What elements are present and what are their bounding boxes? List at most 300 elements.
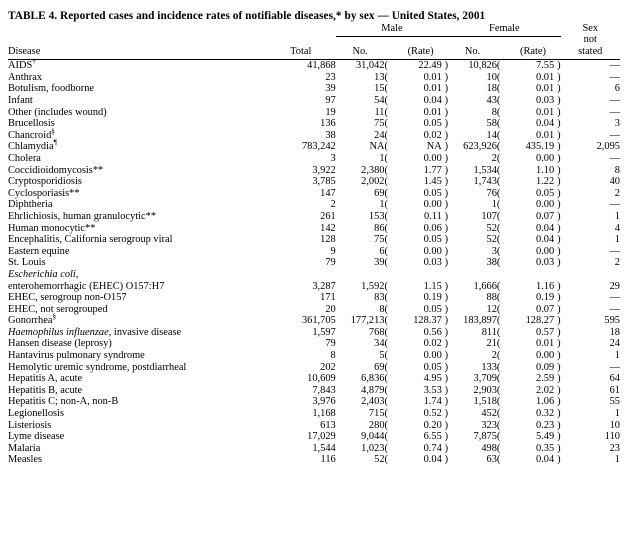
total-value: 39	[325, 83, 336, 95]
female-count: 323	[481, 419, 497, 431]
female-paren-close: )	[557, 280, 561, 292]
male-paren-open: (	[384, 210, 388, 222]
disease-name: Hepatitis B, acute	[8, 384, 83, 396]
male-paren-close: )	[444, 234, 449, 246]
male-paren-open: (	[384, 257, 388, 269]
table-row	[8, 83, 620, 95]
disease-name: Escherichia coli,	[8, 268, 79, 280]
female-paren-open: (	[496, 361, 501, 373]
male-count: 31,042	[355, 60, 385, 72]
table-row	[8, 130, 620, 142]
total-value: 171	[320, 292, 336, 304]
header-male-rate: (Rate)	[407, 45, 434, 57]
female-count: 76	[486, 187, 497, 199]
male-count: NA	[369, 141, 385, 153]
table-row	[8, 454, 620, 466]
total-value: 3,976	[312, 396, 336, 408]
table-row	[8, 350, 620, 362]
male-count: 2,403	[361, 396, 385, 408]
female-count: 811	[481, 326, 497, 338]
male-paren-close: )	[444, 83, 449, 95]
sex-not-stated-value: 64	[609, 373, 620, 385]
female-paren-open: (	[496, 396, 501, 408]
male-paren-open: (	[384, 442, 388, 454]
total-value: 2	[330, 199, 336, 211]
male-paren-close: )	[444, 164, 449, 176]
male-count: 52	[374, 454, 385, 466]
total-value: 128	[320, 234, 336, 246]
male-paren-close: )	[444, 60, 449, 72]
female-paren-close: )	[557, 292, 561, 304]
disease-name: Haemophilus influenzae, invasive disease	[8, 326, 182, 338]
page-title: TABLE 4. Reported cases and incidence rates of notifiable diseases,* by sex — United States, 2001	[8, 10, 486, 22]
male-paren-close: )	[444, 292, 449, 304]
male-rate: NA	[426, 141, 442, 153]
male-count: 177,213	[350, 315, 385, 327]
female-paren-open: (	[496, 303, 501, 315]
female-paren-open: (	[496, 176, 501, 188]
male-count: 1,592	[361, 280, 385, 292]
male-paren-close: )	[444, 350, 449, 362]
table-row	[8, 385, 620, 397]
female-rate: 0.01	[536, 71, 555, 83]
female-rate: 0.07	[536, 303, 555, 315]
notifiable-diseases-table	[8, 23, 620, 466]
male-rate: 0.20	[423, 419, 442, 431]
male-rate: 0.01	[423, 106, 442, 118]
male-paren-open: (	[384, 326, 388, 338]
table-row	[8, 234, 620, 246]
disease-name: Botulism, foodborne	[8, 83, 95, 95]
male-rate: 0.00	[423, 152, 442, 164]
male-count: 6,836	[361, 373, 385, 385]
female-paren-close: )	[557, 442, 561, 454]
total-value: 7,843	[312, 384, 336, 396]
sex-not-stated-value: —	[609, 60, 620, 72]
male-count: 1	[379, 152, 385, 164]
male-rate: 0.01	[423, 83, 442, 95]
female-paren-close: )	[557, 361, 561, 373]
female-rate: 0.04	[536, 118, 555, 130]
female-paren-close: )	[557, 71, 561, 83]
male-paren-open: (	[384, 280, 388, 292]
female-rate: 0.00	[536, 199, 555, 211]
female-paren-close: )	[557, 245, 561, 257]
male-paren-close: )	[444, 303, 449, 315]
male-rate: 22.49	[418, 60, 442, 72]
male-paren-close: )	[444, 326, 449, 338]
table-row	[8, 304, 620, 316]
male-count: 153	[368, 210, 385, 222]
table-row	[8, 141, 620, 153]
sex-not-stated-value: 4	[614, 222, 620, 234]
total-value: 8	[330, 350, 336, 362]
female-rate: 0.03	[536, 257, 555, 269]
sex-not-stated-value: —	[609, 71, 620, 83]
male-paren-open: (	[384, 152, 388, 164]
disease-name: Cryptosporidiosis	[8, 176, 82, 188]
male-count: 1,023	[361, 442, 385, 454]
sex-not-stated-value: 1	[614, 454, 620, 466]
table-row	[8, 60, 620, 72]
female-rate: 0.00	[536, 350, 555, 362]
male-paren-open: (	[384, 106, 388, 118]
female-paren-close: )	[557, 129, 561, 141]
male-paren-open: (	[384, 338, 388, 350]
female-rate: 0.19	[536, 292, 555, 304]
male-rate: 3.53	[423, 384, 442, 396]
female-paren-close: )	[557, 95, 561, 106]
female-paren-close: )	[557, 303, 561, 315]
male-paren-close: )	[444, 408, 449, 420]
female-rate: 0.09	[536, 361, 555, 373]
disease-name: Gonorrhea§	[8, 312, 57, 327]
female-rate: 0.03	[536, 95, 555, 106]
total-value: 261	[320, 210, 336, 222]
sex-not-stated-value: 24	[609, 338, 620, 350]
disease-name: Hantavirus pulmonary syndrome	[8, 350, 145, 362]
female-paren-open: (	[496, 431, 501, 443]
male-paren-close: )	[444, 338, 449, 350]
male-count: 86	[374, 222, 385, 234]
male-count: 24	[374, 129, 385, 141]
male-rate: 0.00	[423, 199, 442, 211]
disease-name: EHEC, serogroup non-O157	[8, 292, 127, 304]
female-paren-close: )	[557, 257, 561, 269]
sex-not-stated-value: —	[609, 199, 620, 211]
male-rate: 1.45	[423, 176, 442, 188]
table-row	[8, 107, 620, 119]
female-count: 12	[486, 303, 497, 315]
female-paren-open: (	[496, 419, 501, 431]
female-paren-open: (	[496, 95, 501, 106]
male-rate: 0.11	[423, 210, 442, 222]
total-value: 17,029	[307, 431, 336, 443]
male-paren-close: )	[444, 222, 449, 234]
male-paren-close: )	[444, 129, 449, 141]
female-paren-close: )	[557, 60, 561, 72]
male-count: 4,879	[361, 384, 385, 396]
male-paren-close: )	[444, 419, 449, 431]
total-value: 79	[325, 257, 336, 269]
female-count: 498	[481, 442, 497, 454]
female-paren-open: (	[496, 292, 501, 304]
disease-name: Eastern equine	[8, 245, 70, 257]
table-row	[8, 72, 620, 84]
female-paren-close: )	[557, 141, 561, 153]
male-paren-close: )	[444, 106, 449, 118]
female-paren-open: (	[496, 384, 501, 396]
female-rate: 0.01	[536, 129, 555, 141]
female-rate: 0.32	[536, 408, 555, 420]
male-rate: 0.05	[423, 303, 442, 315]
sex-not-stated-value: 18	[609, 326, 620, 338]
header-male-no: No.	[352, 45, 368, 57]
disease-name: Hemolytic uremic syndrome, postdiarrheal	[8, 361, 187, 373]
female-rate: 1.22	[536, 176, 555, 188]
male-rate: 0.00	[423, 350, 442, 362]
table-row	[8, 199, 620, 211]
female-paren-close: )	[557, 338, 561, 350]
total-value: 1,168	[312, 408, 336, 420]
female-paren-close: )	[557, 408, 561, 420]
female-count: 21	[486, 338, 497, 350]
female-rate: 0.01	[536, 106, 555, 118]
male-rate: 1.74	[423, 396, 442, 408]
female-rate: 0.04	[536, 234, 555, 246]
female-paren-open: (	[496, 326, 501, 338]
male-paren-close: )	[444, 152, 449, 164]
header-group-row	[8, 23, 620, 37]
header-spacer-m1	[385, 37, 393, 58]
total-value: 38	[325, 129, 336, 141]
male-paren-close: )	[444, 257, 449, 269]
sex-not-stated-value: —	[609, 292, 620, 304]
disease-name: Lyme disease	[8, 431, 65, 443]
female-paren-open: (	[496, 245, 501, 257]
male-paren-open: (	[384, 71, 388, 83]
female-count: 1	[491, 199, 497, 211]
table-row	[8, 408, 620, 420]
female-count: 1,666	[473, 280, 497, 292]
female-paren-close: )	[557, 350, 561, 362]
female-rate: 0.00	[536, 152, 555, 164]
male-rate: 0.01	[423, 71, 442, 83]
male-paren-close: )	[444, 373, 449, 385]
total-value: 10,609	[307, 373, 336, 385]
female-count: 3	[491, 245, 497, 257]
female-rate: 0.04	[536, 454, 555, 466]
female-rate: 0.35	[536, 442, 555, 454]
total-value	[266, 269, 336, 281]
female-paren-open: (	[496, 338, 501, 350]
sex-not-stated-value: 2,095	[596, 141, 620, 153]
disease-name: Malaria	[8, 442, 41, 454]
female-count: 38	[486, 257, 497, 269]
sex-not-stated-value: —	[609, 152, 620, 164]
male-paren-close: )	[444, 245, 449, 257]
sex-not-stated-value: —	[609, 129, 620, 141]
male-paren-open: (	[384, 292, 388, 304]
female-paren-close: )	[557, 83, 561, 95]
sex-not-stated-value: 6	[614, 83, 620, 95]
male-count: 2,380	[361, 164, 385, 176]
female-paren-close: )	[557, 222, 561, 234]
header-spacer	[8, 23, 266, 37]
sex-not-stated-value: 595	[604, 315, 620, 327]
sex-not-stated-value: 23	[609, 442, 620, 454]
female-paren-open: (	[496, 373, 501, 385]
female-paren-open: (	[496, 199, 501, 211]
female-paren-open: (	[496, 350, 501, 362]
female-rate: 7.55	[536, 60, 555, 72]
female-count: 7,875	[473, 431, 497, 443]
female-rate: 1.06	[536, 396, 555, 408]
male-count: 75	[374, 118, 385, 130]
female-count: 183,897	[463, 315, 497, 327]
total-value: 3,785	[312, 176, 336, 188]
female-paren-open: (	[496, 315, 501, 327]
total-value: 79	[325, 338, 336, 350]
sex-not-stated-value: 10	[609, 419, 620, 431]
header-female-no: No.	[464, 45, 481, 57]
female-count: 2	[491, 350, 497, 362]
female-rate: 0.00	[536, 245, 555, 257]
female-count: 452	[481, 408, 497, 420]
table-row	[8, 338, 620, 350]
female-paren-close: )	[557, 210, 561, 222]
male-rate: 0.02	[423, 129, 442, 141]
total-value: 1,597	[312, 326, 336, 338]
female-paren-open: (	[496, 222, 501, 234]
male-count: 69	[374, 361, 385, 373]
disease-name: EHEC, not serogrouped	[8, 303, 108, 315]
male-rate: 0.19	[423, 292, 442, 304]
female-count: 88	[486, 292, 497, 304]
female-paren-close: )	[557, 234, 561, 246]
female-count: 58	[486, 118, 497, 130]
female-paren-open: (	[496, 408, 501, 420]
sex-not-stated-value: 29	[609, 280, 620, 292]
total-value: 9	[330, 245, 336, 257]
sex-not-stated-value: 1	[614, 210, 620, 222]
table-row	[8, 176, 620, 188]
male-count: 1	[379, 199, 385, 211]
male-count: 15	[374, 83, 385, 95]
female-rate: 1.10	[536, 164, 555, 176]
sex-not-stated-value: 8	[614, 164, 620, 176]
disease-name: Coccidioidomycosis**	[8, 164, 104, 176]
sex-not-stated-value: 2	[614, 187, 620, 199]
female-paren-open: (	[496, 129, 501, 141]
sex-not-stated-value: —	[609, 106, 620, 118]
table-row	[8, 223, 620, 235]
male-rate: 0.05	[423, 234, 442, 246]
table-body	[8, 57, 620, 466]
female-paren-open: (	[496, 454, 501, 466]
disease-name: St. Louis	[8, 257, 46, 269]
disease-name: Encephalitis, California serogroup viral	[8, 234, 173, 246]
male-rate: 0.05	[423, 118, 442, 130]
disease-name: enterohemorrhagic (EHEC) O157:H7	[8, 280, 165, 292]
male-paren-open: (	[384, 396, 388, 408]
disease-name: Listeriosis	[8, 419, 52, 431]
disease-name: Other (includes wound)	[8, 106, 107, 118]
male-rate: 128.37	[413, 315, 442, 327]
female-count: 133	[481, 361, 497, 373]
header-female-group: Female	[448, 23, 560, 37]
female-count: 1,743	[473, 176, 497, 188]
male-rate: 0.02	[423, 338, 442, 350]
male-paren-close: )	[444, 71, 449, 83]
male-count: 13	[374, 71, 385, 83]
total-value: 3,922	[312, 164, 336, 176]
disease-name: Measles	[8, 454, 43, 466]
table-row	[8, 396, 620, 408]
female-paren-close: )	[557, 384, 561, 396]
sex-not-stated-value: 2	[614, 257, 620, 269]
table-row	[8, 315, 620, 327]
total-value: 19	[325, 106, 336, 118]
sex-not-stated-value: 40	[609, 176, 620, 188]
male-paren-open: (	[384, 384, 388, 396]
male-rate: 0.74	[423, 442, 442, 454]
total-value: 23	[325, 71, 336, 83]
female-count: 623,926	[463, 141, 497, 153]
sex-not-stated-value: —	[609, 245, 620, 257]
male-paren-open: (	[384, 118, 388, 130]
male-rate: 0.06	[423, 222, 442, 234]
male-paren-close: )	[444, 396, 449, 408]
female-rate: 0.05	[536, 187, 555, 199]
female-paren-close: )	[557, 396, 561, 408]
male-count: 2,002	[361, 176, 385, 188]
male-rate: 4.95	[423, 373, 442, 385]
female-rate: 0.01	[536, 83, 555, 95]
male-count	[336, 269, 385, 281]
total-value: 202	[320, 361, 336, 373]
female-paren-close: )	[557, 431, 561, 443]
male-paren-open: (	[384, 361, 388, 373]
female-paren-close: )	[557, 118, 561, 130]
male-paren-open: (	[384, 141, 388, 153]
table-row	[8, 257, 620, 269]
total-value: 1,544	[312, 442, 336, 454]
female-paren-close: )	[557, 419, 561, 431]
female-count: 1,534	[473, 164, 497, 176]
header-sex-not-stated: Sex not stated	[578, 23, 603, 57]
male-paren-close: )	[444, 454, 449, 466]
female-paren-open: (	[496, 152, 501, 164]
sex-not-stated-value: —	[609, 361, 620, 373]
total-value: 20	[325, 303, 336, 315]
male-count: 83	[374, 292, 385, 304]
male-rate: 0.52	[423, 408, 442, 420]
table-row	[8, 431, 620, 443]
male-paren-open: (	[384, 222, 388, 234]
female-paren-open: (	[496, 280, 501, 292]
female-count: 18	[486, 83, 497, 95]
male-paren-open: (	[384, 60, 388, 72]
disease-name: Hepatitis C; non-A, non-B	[8, 396, 119, 408]
disease-name: Hansen disease (leprosy)	[8, 338, 112, 350]
table-row	[8, 362, 620, 374]
table-row	[8, 153, 620, 165]
male-count: 5	[379, 350, 385, 362]
table-row	[8, 420, 620, 432]
sex-not-stated-value: 61	[609, 384, 620, 396]
male-paren-open: (	[384, 164, 388, 176]
sex-not-stated-value: 110	[604, 431, 620, 443]
male-paren-close: )	[444, 210, 449, 222]
male-paren-close: )	[444, 442, 449, 454]
female-count: 10,826	[468, 60, 497, 72]
female-rate: 5.49	[536, 431, 555, 443]
male-paren-open: (	[384, 303, 388, 315]
male-count: 768	[368, 326, 385, 338]
table-row	[8, 281, 620, 293]
total-value: 41,868	[307, 60, 336, 72]
table-row	[8, 246, 620, 258]
male-rate: 1.77	[423, 164, 442, 176]
header-spacer-total	[266, 23, 336, 37]
disease-name: Legionellosis	[8, 408, 64, 420]
table-row	[8, 292, 620, 304]
disease-name: Ehrlichiosis, human granulocytic**	[8, 210, 157, 222]
female-paren-open: (	[496, 71, 501, 83]
male-paren-close: )	[444, 384, 449, 396]
male-count: 280	[368, 419, 385, 431]
